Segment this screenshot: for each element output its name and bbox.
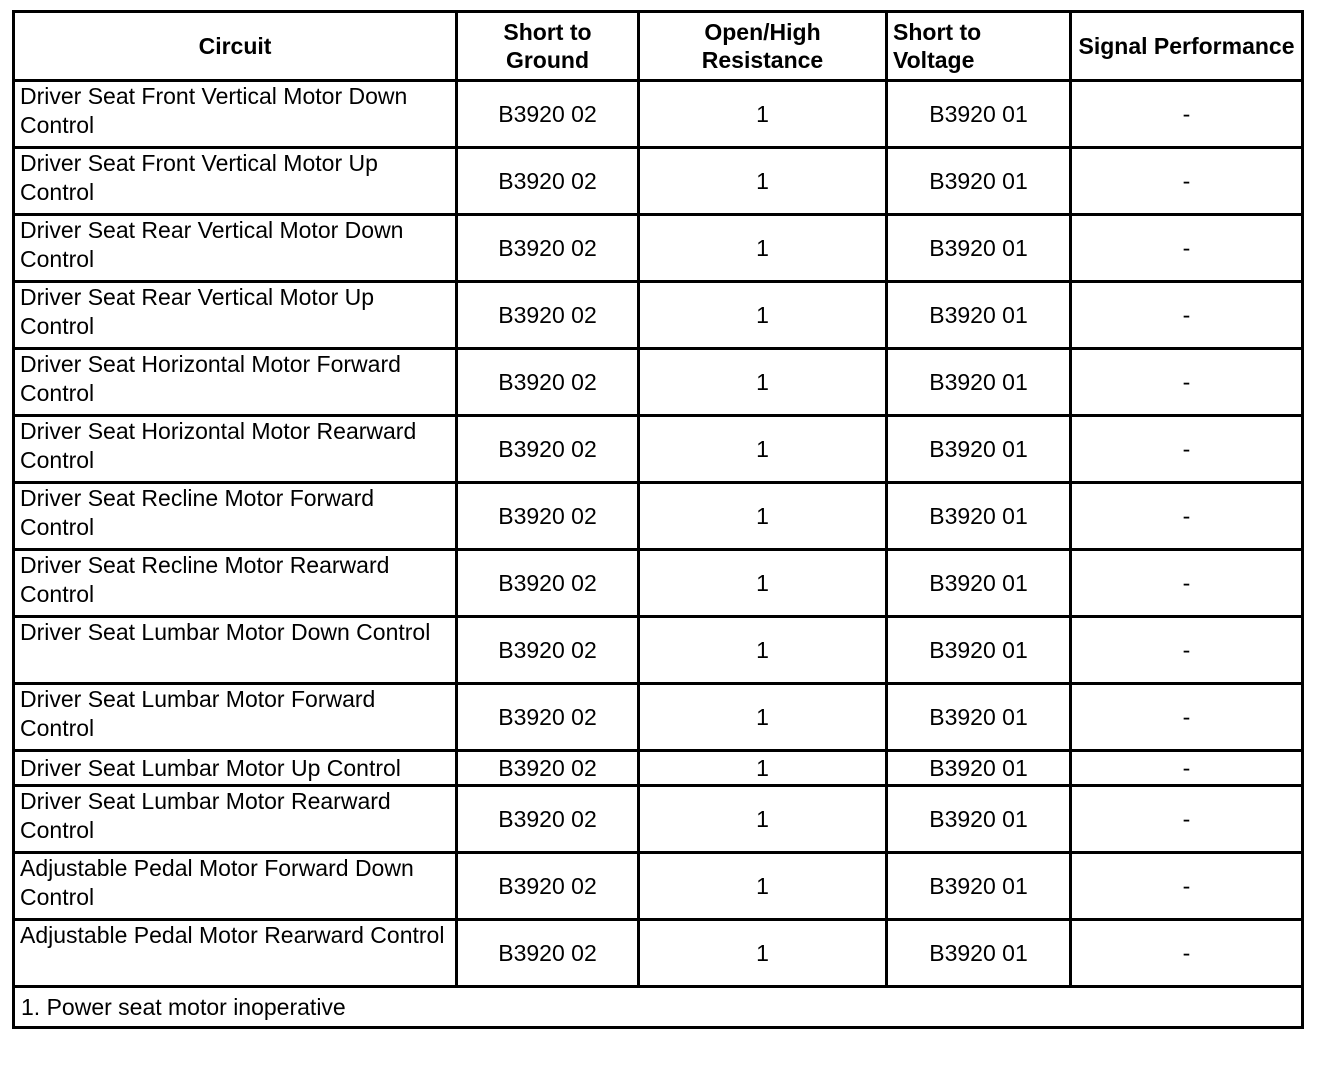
short-to-voltage-cell: B3920 01 (887, 920, 1071, 987)
signal-performance-cell: - (1071, 81, 1303, 148)
short-to-ground-cell: B3920 02 (457, 282, 639, 349)
open-high-resistance-cell: 1 (639, 483, 887, 550)
circuit-cell: Adjustable Pedal Motor Rearward Control (14, 920, 457, 987)
open-high-resistance-cell: 1 (639, 853, 887, 920)
open-high-resistance-cell: 1 (639, 751, 887, 786)
circuit-cell: Driver Seat Front Vertical Motor Up Control (14, 148, 457, 215)
short-to-ground-cell: B3920 02 (457, 617, 639, 684)
header-short-to-ground: Short to Ground (457, 12, 639, 81)
short-to-voltage-cell: B3920 01 (887, 416, 1071, 483)
signal-performance-cell: - (1071, 483, 1303, 550)
table-row (14, 550, 1303, 617)
signal-performance-cell: - (1071, 550, 1303, 617)
table-row (14, 282, 1303, 349)
open-high-resistance-cell: 1 (639, 81, 887, 148)
short-to-voltage-cell: B3920 01 (887, 282, 1071, 349)
short-to-voltage-cell: B3920 01 (887, 751, 1071, 786)
header-signal-performance: Signal Performance (1071, 12, 1303, 81)
short-to-ground-cell: B3920 02 (457, 684, 639, 751)
short-to-ground-cell: B3920 02 (457, 215, 639, 282)
circuit-cell: Driver Seat Lumbar Motor Down Control (14, 617, 457, 684)
table-row (14, 617, 1303, 684)
header-row (14, 12, 1303, 81)
open-high-resistance-cell: 1 (639, 349, 887, 416)
table-row (14, 853, 1303, 920)
table-row (14, 81, 1303, 148)
circuit-cell: Driver Seat Lumbar Motor Forward Control (14, 684, 457, 751)
circuit-cell: Driver Seat Horizontal Motor Rearward Control (14, 416, 457, 483)
short-to-voltage-cell: B3920 01 (887, 81, 1071, 148)
table-row (14, 751, 1303, 786)
short-to-voltage-cell: B3920 01 (887, 550, 1071, 617)
short-to-ground-cell: B3920 02 (457, 786, 639, 853)
open-high-resistance-cell: 1 (639, 684, 887, 751)
circuit-cell: Adjustable Pedal Motor Forward Down Control (14, 853, 457, 920)
short-to-voltage-cell: B3920 01 (887, 349, 1071, 416)
open-high-resistance-cell: 1 (639, 617, 887, 684)
circuit-cell: Driver Seat Rear Vertical Motor Up Control (14, 282, 457, 349)
circuit-cell: Driver Seat Rear Vertical Motor Down Control (14, 215, 457, 282)
short-to-voltage-cell: B3920 01 (887, 215, 1071, 282)
circuit-cell: Driver Seat Recline Motor Rearward Control (14, 550, 457, 617)
open-high-resistance-cell: 1 (639, 215, 887, 282)
signal-performance-cell: - (1071, 349, 1303, 416)
table-row (14, 416, 1303, 483)
signal-performance-cell: - (1071, 617, 1303, 684)
header-circuit: Circuit (14, 12, 457, 81)
short-to-ground-cell: B3920 02 (457, 920, 639, 987)
open-high-resistance-cell: 1 (639, 920, 887, 987)
short-to-ground-cell: B3920 02 (457, 751, 639, 786)
signal-performance-cell: - (1071, 786, 1303, 853)
open-high-resistance-cell: 1 (639, 148, 887, 215)
header-short-to-voltage: Short to Voltage (887, 12, 1071, 81)
header-open-high-resistance: Open/High Resistance (639, 12, 887, 81)
short-to-voltage-cell: B3920 01 (887, 684, 1071, 751)
table-row (14, 483, 1303, 550)
open-high-resistance-cell: 1 (639, 416, 887, 483)
open-high-resistance-cell: 1 (639, 786, 887, 853)
signal-performance-cell: - (1071, 920, 1303, 987)
short-to-ground-cell: B3920 02 (457, 853, 639, 920)
dtc-circuit-table (12, 10, 1304, 1029)
signal-performance-cell: - (1071, 215, 1303, 282)
short-to-ground-cell: B3920 02 (457, 483, 639, 550)
circuit-cell: Driver Seat Horizontal Motor Forward Control (14, 349, 457, 416)
short-to-voltage-cell: B3920 01 (887, 483, 1071, 550)
open-high-resistance-cell: 1 (639, 550, 887, 617)
short-to-voltage-cell: B3920 01 (887, 786, 1071, 853)
short-to-voltage-cell: B3920 01 (887, 148, 1071, 215)
signal-performance-cell: - (1071, 751, 1303, 786)
short-to-voltage-cell: B3920 01 (887, 853, 1071, 920)
table-row (14, 684, 1303, 751)
circuit-cell: Driver Seat Lumbar Motor Rearward Control (14, 786, 457, 853)
signal-performance-cell: - (1071, 684, 1303, 751)
short-to-ground-cell: B3920 02 (457, 81, 639, 148)
table-row (14, 920, 1303, 987)
short-to-voltage-cell: B3920 01 (887, 617, 1071, 684)
footnote-row (14, 987, 1303, 1028)
short-to-ground-cell: B3920 02 (457, 416, 639, 483)
signal-performance-cell: - (1071, 148, 1303, 215)
table-row (14, 349, 1303, 416)
short-to-ground-cell: B3920 02 (457, 550, 639, 617)
circuit-cell: Driver Seat Lumbar Motor Up Control (14, 751, 457, 786)
short-to-ground-cell: B3920 02 (457, 148, 639, 215)
table-row (14, 148, 1303, 215)
signal-performance-cell: - (1071, 282, 1303, 349)
signal-performance-cell: - (1071, 416, 1303, 483)
short-to-ground-cell: B3920 02 (457, 349, 639, 416)
circuit-cell: Driver Seat Recline Motor Forward Control (14, 483, 457, 550)
circuit-cell: Driver Seat Front Vertical Motor Down Control (14, 81, 457, 148)
footnote: 1. Power seat motor inoperative (14, 987, 1303, 1028)
table-row (14, 786, 1303, 853)
table-row (14, 215, 1303, 282)
open-high-resistance-cell: 1 (639, 282, 887, 349)
signal-performance-cell: - (1071, 853, 1303, 920)
